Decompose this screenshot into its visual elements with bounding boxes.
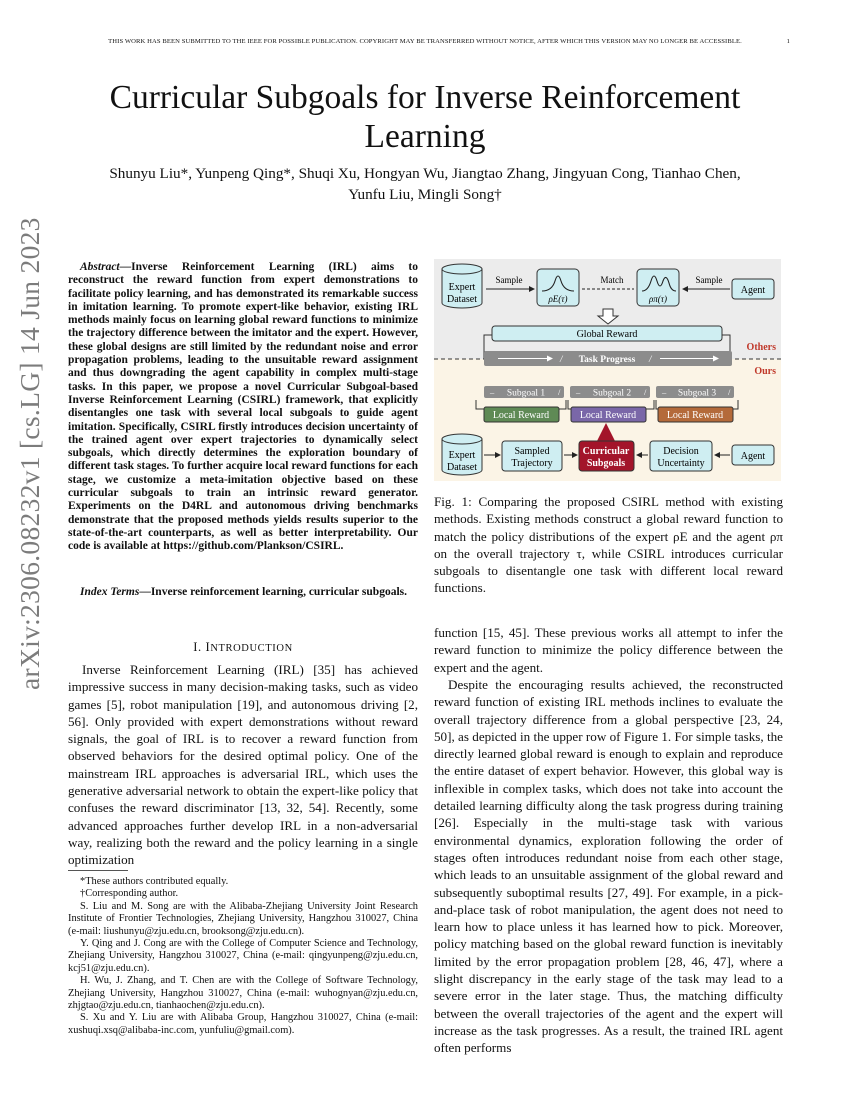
subgoal-1-label: Subgoal 1 xyxy=(506,388,546,399)
index-terms-label: Index Terms xyxy=(80,586,140,598)
agent-label-bottom: Agent xyxy=(740,451,766,462)
index-terms xyxy=(68,586,418,599)
section-first-letter: I xyxy=(205,640,211,654)
expert-dataset-label: Expert xyxy=(448,282,476,293)
footnote-affil-1: S. Liu and M. Song are with the Alibaba-Zhejiang University Joint Research Institute of Frontier Technologies, Zhejiang University, Hangzhou 310027, China (e-mail: liushunyu@zju.edu.cn, brooksong@zju.edu.cn). xyxy=(68,900,418,937)
abstract xyxy=(68,261,418,554)
footnote-corresponding: †Corresponding author. xyxy=(80,888,179,900)
footnote-affil-2: Y. Qing and J. Cong are with the College of Computer Science and Technology, Zhejiang University, Hangzhou 310027, China (e-mail: qingyunpeng@zju.edu.cn, kcj51@zju.edu.cn). xyxy=(68,938,418,974)
subgoal-3-label: Subgoal 3 xyxy=(677,388,717,399)
match-label: Match xyxy=(600,275,624,285)
expert-dataset-label-2: Dataset xyxy=(447,294,477,305)
subgoal-1-dash: – xyxy=(490,387,495,397)
authors-line-1: Shunyu Liu*, Yunpeng Qing*, Shuqi Xu, Hongyan Wu, Jiangtao Zhang, Jingyuan Cong, Tianhao Chen, xyxy=(109,165,741,182)
expert-dataset-bottom-label-2: Dataset xyxy=(447,462,477,473)
local-reward-3 xyxy=(658,407,733,422)
subgoal-2-dash: – xyxy=(576,387,581,397)
task-progress-slash-2: / xyxy=(649,354,652,364)
page-number: 1 xyxy=(786,38,790,45)
local-reward-2-label: Local Reward xyxy=(579,410,637,421)
right-paragraph-1: function [15, 45]. These previous works all attempt to infer the reward function to minimize the policy difference between the expert and the agent. xyxy=(434,625,783,675)
authors-line-2: Yunfu Liu, Mingli Song† xyxy=(348,186,502,203)
sampled-trajectory-box xyxy=(502,441,562,471)
uncertainty-label: Uncertainty xyxy=(657,458,705,469)
rho-pi-label: ρπ(τ) xyxy=(648,294,668,304)
figure-caption: Fig. 1: Comparing the proposed CSIRL method with existing methods. Existing methods construct a global reward function to match the policy distributions of the expert ρE and the agent ρπ on the overall trajectory τ, while CSIRL introduces curricular subgoals to disentangle one task with different local reward functions. xyxy=(434,494,783,596)
subgoals-label: Subgoals xyxy=(586,458,626,469)
task-progress-slash-1: / xyxy=(560,354,563,364)
paper-title: Curricular Subgoals for Inverse Reinforcement Learning xyxy=(109,79,741,155)
expert-dataset-bottom-label: Expert xyxy=(448,450,476,461)
section-number: I. xyxy=(193,640,206,654)
index-terms-text: —Inverse reinforcement learning, curricular subgoals. xyxy=(139,586,407,598)
sample-right-label: Sample xyxy=(695,275,723,285)
right-paragraph-2: Despite the encouraging results achieved, the reconstructed reward function of existing IRL methods inclines to evaluate the overall trajectory difference from a global perspective [23, 24, 50], as depicted in the upper row of Figure 1. For simple tasks, the directly learned global reward is enough to explain and reproduce the entire dataset of expert behavior. However, this global way is inflexible in complex tasks, which does not take into account the detailed learning difficulty along the task progress during training [26]. Especially in the multi-stage task with various environmental dynamics, exploration following the order of stages often introduces redundant noise from each other stage, which leads to an unsuitable assignment of the global reward and subsequently suboptimal results [27, 49]. For example, in a pick-and-place task of robot manipulation, the agent does not need to learn how to place unless it has learned how to pick. Moreover, policy matching based on the global reward function is inevitably limited by the error propagation problem [28, 46, 47], where a slight discrepancy in the early stage of the task may lead to a severe error in the later stage. Thus, the matching difficulty between the overall trajectories of the agent and the expert will increase as the task progresses. As a result, the trained IRL agent often performs xyxy=(434,677,783,1056)
subgoal-2-label: Subgoal 2 xyxy=(592,388,632,399)
abstract-label: Abstract xyxy=(80,261,120,273)
subgoal-2-slash: / xyxy=(644,387,647,397)
arxiv-stamp: arXiv:2306.08232v1 [cs.LG] 14 Jun 2023 xyxy=(14,217,45,690)
subgoal-3-slash: / xyxy=(728,387,731,397)
agent-label-top: Agent xyxy=(740,285,766,296)
running-header xyxy=(60,38,790,45)
curricular-label: Curricular xyxy=(582,446,630,457)
decision-label: Decision xyxy=(663,446,699,457)
agent-box-bottom xyxy=(732,445,774,465)
task-progress-label: Task Progress xyxy=(578,355,636,365)
subgoal-1-slash: / xyxy=(558,387,561,397)
local-reward-2 xyxy=(571,407,646,422)
section-rest: NTRODUCTION xyxy=(210,643,293,654)
subgoal-3-dash: – xyxy=(662,387,667,397)
section-heading xyxy=(68,640,418,655)
abstract-text: —Inverse Reinforcement Learning (IRL) aims to reconstruct the reward function from expert demonstrations to facilitate policy learning, and has demonstrated its remarkable success in imitation learning. To promote expert-like behavior, existing IRL methods mainly focus on learning global reward functions to minimize the trajectory difference between the imitator and the expert. However, these global designs are still limited by the redundant noise and error propagation problems, leading to the unsuitable reward assignment and thus downgrading the agent capability in complex multi-stage tasks. In this paper, we propose a novel Curricular Subgoal-based Inverse Reinforcement Learning (CSIRL) framework, that explicitly disentangles one task with several local subgoals to guide agent imitation. Specifically, CSIRL firstly introduces decision uncertainty of the trained agent over expert trajectories to dynamically select subgoals, which directly determines the exploration boundary of different task stages. To further acquire local reward functions for each stage, we customize a meta-imitation objective based on these curricular subgoals to train an intrinsic reward generator. Experiments on the D4RL and autonomous driving benchmarks demonstrate that the proposed methods yields results superior to the state-of-the-art counterparts, as well as better interpretability. Our code is available at https://github.com/Plankson/CSIRL. xyxy=(68,261,418,553)
sample-left-label: Sample xyxy=(495,275,523,285)
footnote-divider xyxy=(68,870,128,871)
rho-pi-box xyxy=(637,269,679,306)
footnote-equal: *These authors contributed equally. xyxy=(80,876,229,887)
subgoal-1 xyxy=(484,386,564,399)
footnote-affil-4: S. Xu and Y. Liu are with Alibaba Group, Hangzhou 310027, China (e-mail: xushuqi.xsq@alibaba-inc.com, yunfuliu@gmail.com). xyxy=(68,1012,418,1036)
trajectory-label: Trajectory xyxy=(511,458,553,469)
footnotes xyxy=(68,876,418,1037)
header-notice: THIS WORK HAS BEEN SUBMITTED TO THE IEEE FOR POSSIBLE PUBLICATION. COPYRIGHT MAY BE TRANSFERRED WITHOUT NOTICE, AFTER WHICH THIS VERSION MAY NO LONGER BE ACCESSIBLE. xyxy=(108,38,742,45)
local-reward-1 xyxy=(484,407,559,422)
subgoal-3 xyxy=(656,386,734,399)
global-reward-label: Global Reward xyxy=(576,329,638,340)
expert-dataset-bottom xyxy=(442,434,482,475)
decision-uncertainty-box xyxy=(650,441,712,471)
others-label: Others xyxy=(746,342,776,353)
sampled-label: Sampled xyxy=(514,446,550,457)
author-list xyxy=(70,163,780,205)
footnote-affil-3: H. Wu, J. Zhang, and T. Chen are with the College of Software Technology, Zhejiang University, Hangzhou 310027, China (e-mail: wuhognyan@zju.edu.cn, zhjgtao@zju.edu.cn, tianhaochen@zju.edu.cn). xyxy=(68,975,418,1012)
agent-box-top xyxy=(732,279,774,299)
subgoal-2 xyxy=(570,386,650,399)
ours-label: Ours xyxy=(754,366,776,377)
intro-paragraph: Inverse Reinforcement Learning (IRL) [35] has achieved impressive success in many decision-making tasks, such as video games [5], robot manipulation [19], and autonomous driving [2, 56]. Only provided with expert demonstrations without reward signals, the goal of IRL is to recover a reward function from observed behaviors for the desired optimal policy. One of the mainstream IRL approaches is adversarial IRL, which uses the generative adversarial network to obtain the expert-like policy that confuses the reward discriminator [13, 32, 54]. Recently, some advanced approaches further develop IRL in a non-adversarial way, realizing both the reward and the policy learning in a single optimization xyxy=(68,662,418,868)
figure-1-diagram xyxy=(434,259,781,481)
local-reward-1-label: Local Reward xyxy=(492,410,550,421)
curricular-subgoals-box xyxy=(579,441,634,471)
expert-dataset-top xyxy=(442,264,482,308)
local-reward-3-label: Local Reward xyxy=(666,410,724,421)
rho-e-box xyxy=(537,269,579,306)
rho-e-label: ρE(τ) xyxy=(548,294,568,304)
